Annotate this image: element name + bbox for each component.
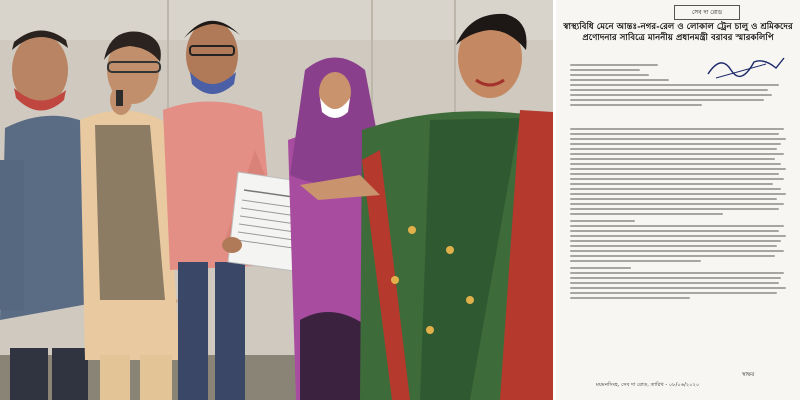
- signature-mark: [706, 52, 786, 80]
- document-body-text: [570, 128, 788, 302]
- document-logo: সেব দা রোড: [674, 5, 740, 20]
- signature-label: স্বাক্ষর: [742, 372, 755, 378]
- memorandum-document: [556, 0, 800, 400]
- document-title: স্বাস্থ্যবিধি মেনে আন্তঃ-নগর-রেল ও লোকাল ট্রেন চালু ও শ্রমিকদের প্রণোদনার সাবিত্রে মাননীয় প্রধানমন্ত্রী বরাবর স্মারকলিপি: [563, 22, 793, 43]
- phone: [116, 90, 123, 106]
- document-footer: ময়মনসিংহ, সেব দা রোড, তারিখ - ০৮/০৬/২০২০: [596, 382, 700, 388]
